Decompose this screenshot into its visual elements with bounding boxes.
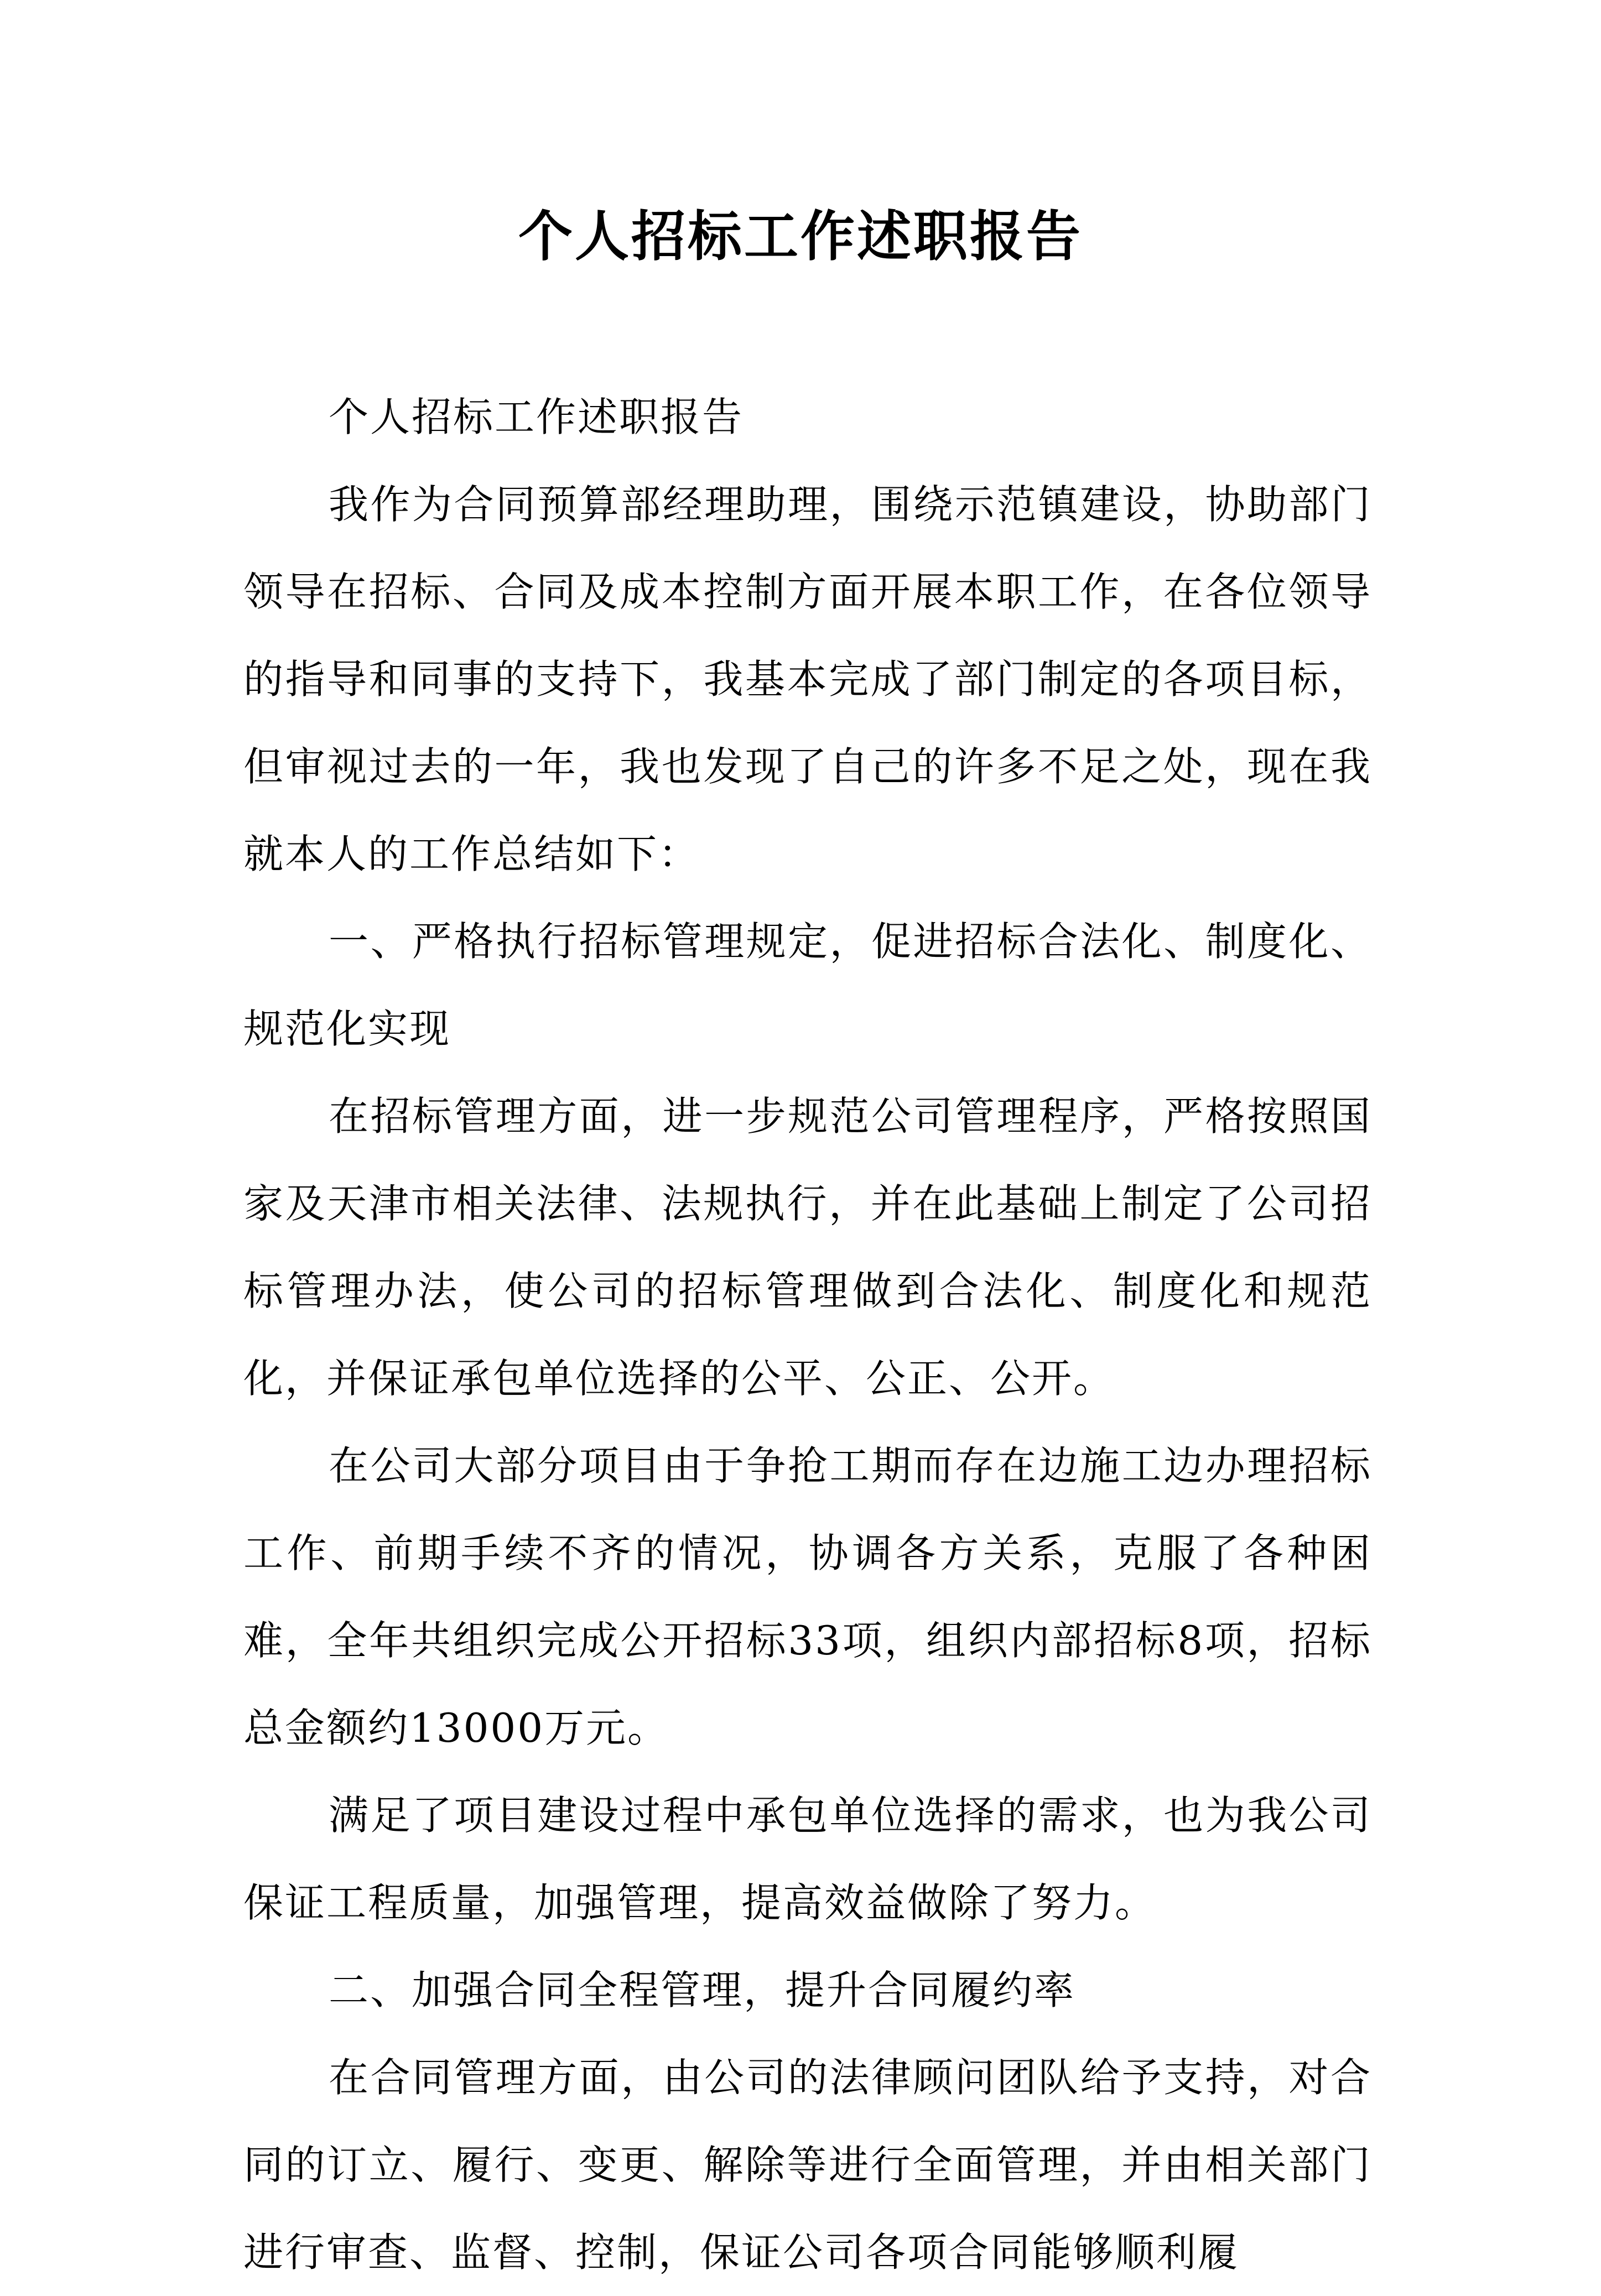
paragraph-intro: 我作为合同预算部经理助理，围绕示范镇建设，协助部门领导在招标、合同及成本控制方面开展本职工作，在各位领导的指导和同事的支持下，我基本完成了部门制定的各项目标，但审视过去的一年，我也发现了自己的许多不足之处，现在我就本人的工作总结如下： — [243, 481, 1372, 877]
document-body — [243, 373, 1372, 2296]
document-title: 个人招标工作述职报告 — [518, 205, 1083, 268]
paragraph-heading: 个人招标工作述职报告 — [329, 394, 744, 440]
paragraph: 在公司大部分项目由于争抢工期而存在边施工边办理招标工作、前期手续不齐的情况，协调各方关系，克服了各种困难，全年共组织完成公开招标33项，组织内部招标8项，招标总金额约13000万元。 — [243, 1443, 1372, 1751]
paragraph: 在招标管理方面，进一步规范公司管理程序，严格按照国家及天津市相关法律、法规执行，并在此基础上制定了公司招标管理办法，使公司的招标管理做到合法化、制度化和规范化，并保证承包单位选择的公平、公正、公开。 — [243, 1093, 1372, 1402]
paragraph: 在合同管理方面，由公司的法律顾问团队给予支持，对合同的订立、履行、变更、解除等进行全面管理，并由相关部门进行审查、监督、控制，保证公司各项合同能够顺利履 — [243, 2054, 1372, 2276]
paragraph: 满足了项目建设过程中承包单位选择的需求，也为我公司保证工程质量，加强管理，提高效益做除了努力。 — [243, 1792, 1372, 1926]
section-heading-1: 一、严格执行招标管理规定，促进招标合法化、制度化、规范化实现 — [243, 918, 1372, 1052]
section-heading-2: 二、加强合同全程管理，提升合同履约率 — [329, 1967, 1076, 2013]
